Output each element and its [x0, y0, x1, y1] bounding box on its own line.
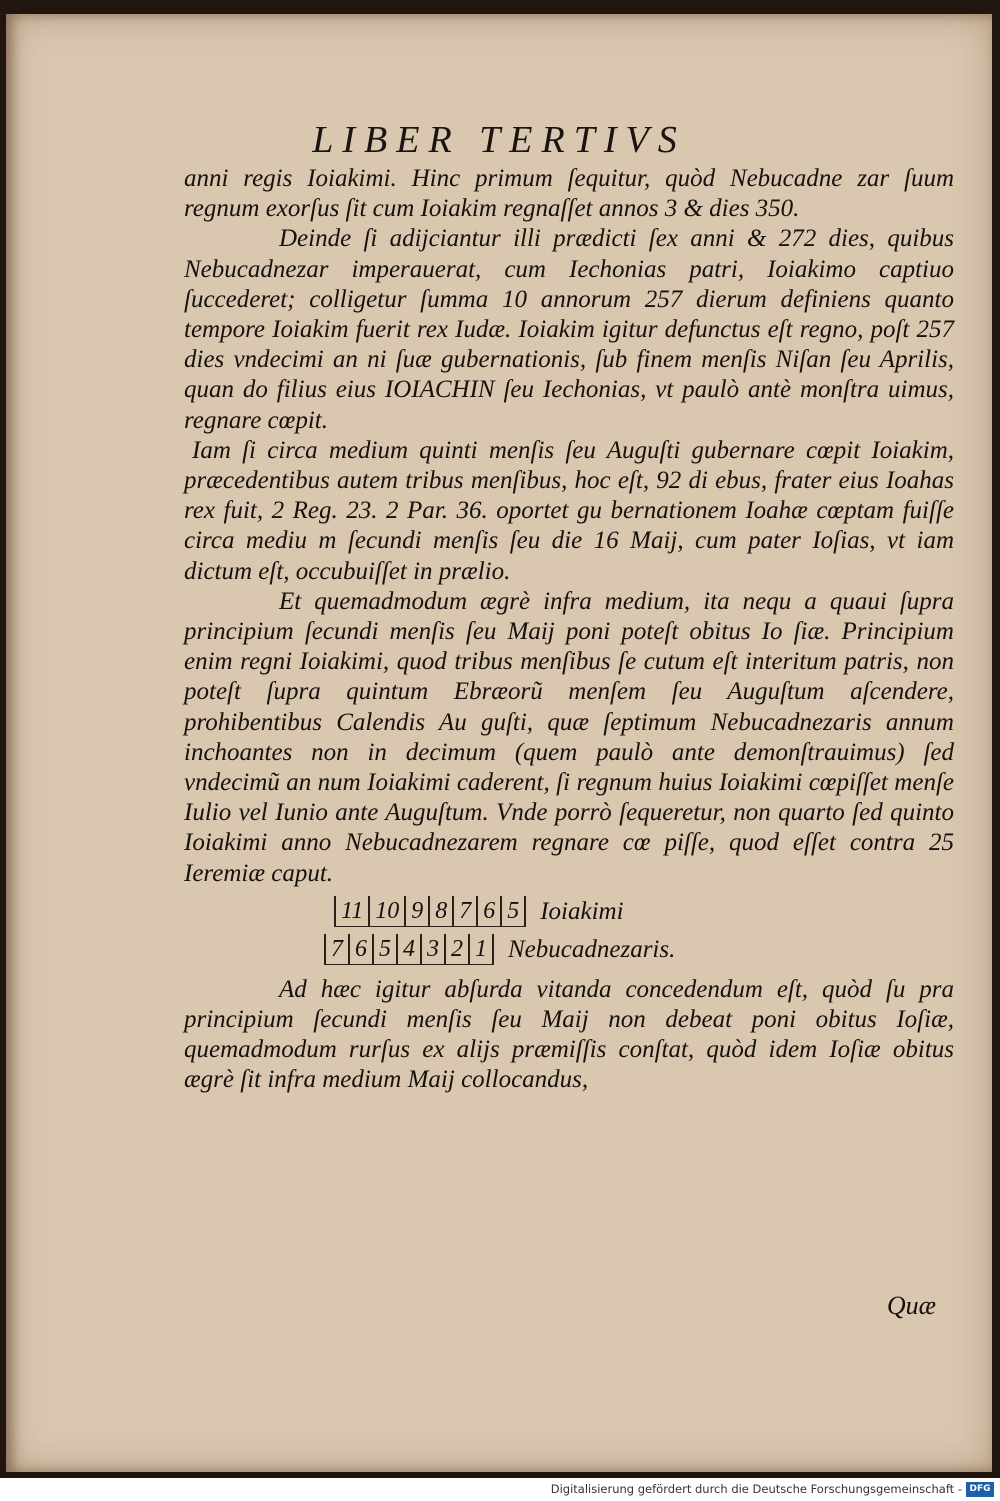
- dfg-logo-icon: DFG: [966, 1482, 994, 1497]
- paragraph-2: Deinde ſi adijciantur illi prædicti ſex anni & 272 dies, quibus Nebucadnezar imperauerat, cum Iechonias patri, Ioiakimo captiuo ſuccederet; colligetur ſumma 10 annorum 257 dierum definiens quanto tempore Ioiakim fuerit rex Iudæ. Ioiakim igitur defunctus eſt regno, poſt 257 dies vndecimi an ni ſuæ gubernationis, ſub finem menſis Niſan ſeu Aprilis, quan do filius eius IOIACHIN ſeu Iechonias, vt paulò antè monſtra uimus, regnare cœpit.: [184, 225, 954, 434]
- year-cells: [324, 934, 494, 965]
- row-label: Nebucadnezaris.: [508, 935, 676, 963]
- year-cell: 11: [334, 896, 368, 926]
- year-cell: 8: [428, 896, 452, 926]
- year-cell: 3: [420, 934, 444, 964]
- year-cell: 2: [444, 934, 468, 964]
- regnal-years-table: [184, 893, 954, 969]
- body-text: [184, 164, 954, 1096]
- funding-notice: Digitalisierung gefördert durch die Deutsche Forschungsgemeinschaft -: [550, 1482, 962, 1496]
- catchword: Quæ: [886, 1291, 936, 1320]
- book-page: [6, 14, 992, 1472]
- table-row-nebucadnezaris: [324, 931, 954, 969]
- paragraph-4: Et quemadmodum ægrè infra medium, ita nequ a quaui ſupra principium ſecundi menſis ſeu Maij poni poteſt obitus Io ſiæ. Principium enim regni Ioiakimi, quod tribus menſibus ſe cutum eſt interitum patris, non poteſt ſupra quintum Ebræorũ menſem ſeu Auguſtum aſcendere, prohibentibus Calendis Au guſti, quæ ſeptimum Nebucadnezaris annum inchoantes non in decimum (quem paulò ante demonſtrauimus) ſed vndecimũ an num Ioiakimi caderent, ſi regnum huius Ioiakimi cœpiſſet menſe Iulio vel Iunio ante Auguſtum. Vnde porrò ſequeretur, non quarto ſed quinto Ioiakimi anno Nebucadnezarem regnare cœ piſſe, quod eſſet contra 25 Ieremiæ caput.: [184, 587, 954, 887]
- year-cell: 5: [500, 896, 526, 926]
- year-cell: 7: [324, 934, 348, 964]
- year-cell: 4: [396, 934, 420, 964]
- year-cell: 6: [348, 934, 372, 964]
- footer-bar: [0, 1478, 1000, 1501]
- year-cell: 7: [452, 896, 476, 926]
- running-head: LIBER TERTIVS: [312, 119, 686, 161]
- row-label: Ioiakimi: [540, 897, 624, 925]
- table-row-ioiakimi: [334, 893, 954, 931]
- closing-paragraph: Ad hæc igitur abſurda vitanda concedendum eſt, quòd ſu pra principium ſecundi menſis ſeu Maij non debeat poni obitus Ioſiæ, quemadmodum rurſus ex alijs præmiſſis conſtat, quòd idem Ioſiæ obitus ægrè ſit infra medium Maij collocandus,: [184, 975, 954, 1094]
- year-cell: 6: [476, 896, 500, 926]
- paragraph-3: Iam ſi circa medium quinti menſis ſeu Auguſti gubernare cœpit Ioiakim, præcedentibus autem tribus menſibus, hoc eſt, 92 di ebus, frater eius Ioahas rex fuit, 2 Reg. 23. 2 Par. 36. oportet gu bernationem Ioahæ cœptam fuiſſe circa mediu m ſecundi menſis ſeu die 16 Maij, cum pater Ioſias, vt iam dictum eſt, occubuiſſet in prælio.: [184, 436, 954, 585]
- year-cells: [334, 896, 526, 927]
- paragraph-1: anni regis Ioiakimi. Hinc primum ſequitur, quòd Nebucadne zar ſuum regnum exorſus ſit cum Ioiakim regnaſſet annos 3 & dies 350.: [184, 165, 954, 223]
- year-cell: 5: [372, 934, 396, 964]
- year-cell: 10: [368, 896, 404, 926]
- year-cell: 9: [404, 896, 428, 926]
- year-cell: 1: [468, 934, 494, 964]
